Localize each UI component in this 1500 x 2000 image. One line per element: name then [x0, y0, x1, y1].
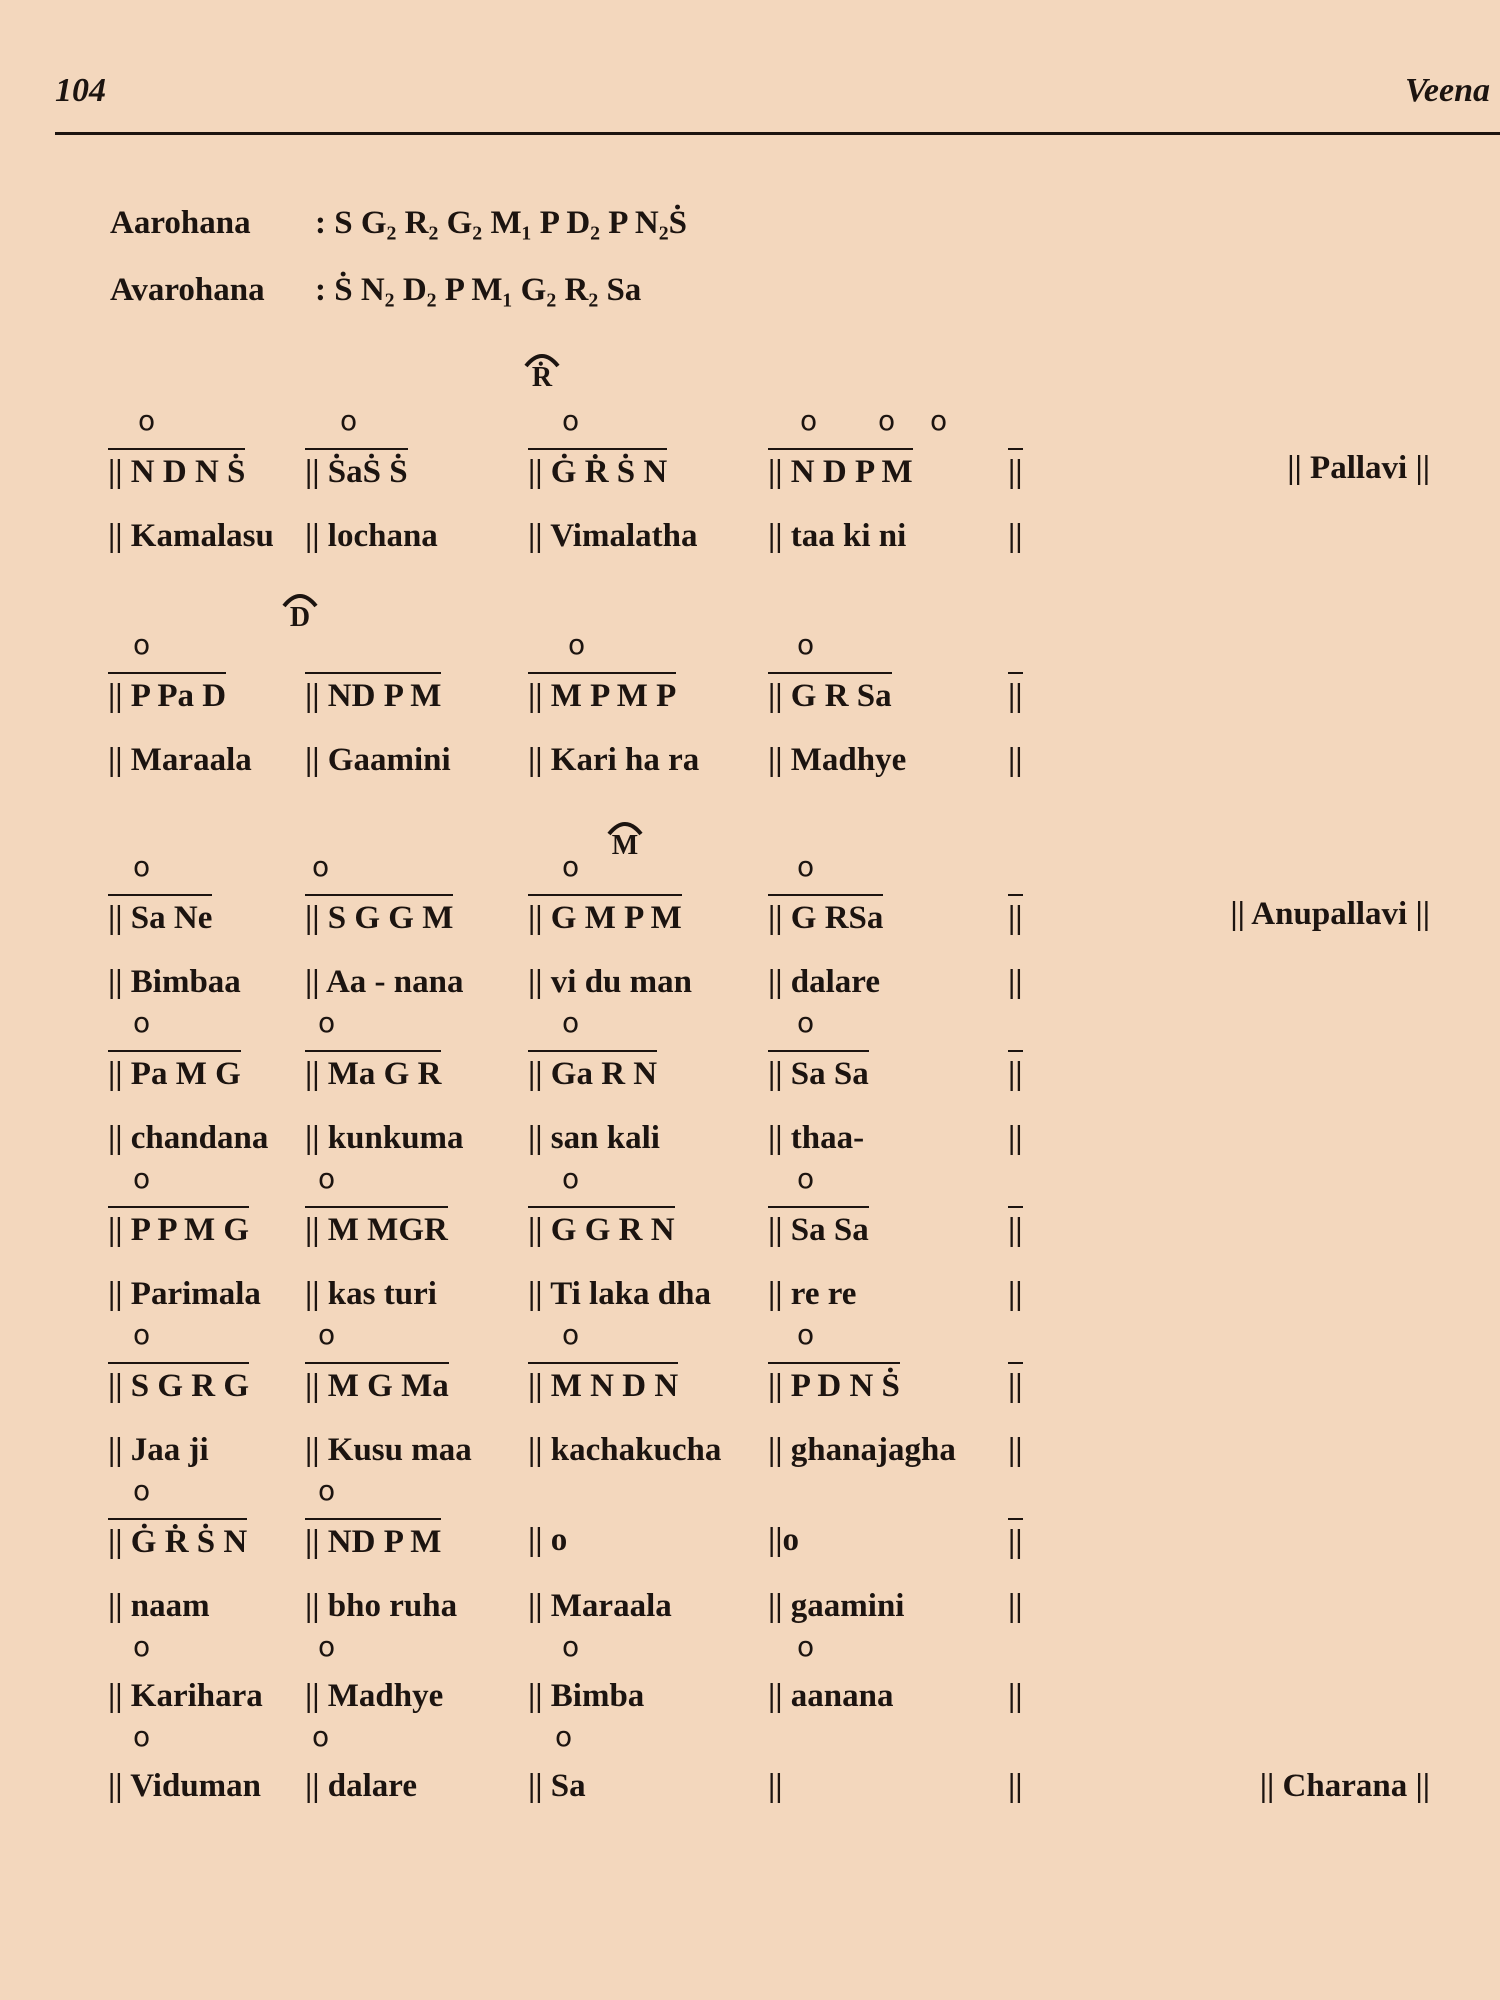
avarohana-line	[110, 272, 641, 309]
swara-cell: || Sa Sa	[768, 1206, 869, 1249]
octave-dots: o o o o	[133, 850, 815, 883]
sahitya-cell: ||	[1008, 1432, 1023, 1468]
swara-cell: || ND P M	[305, 1518, 441, 1561]
octave-dots: o o o o	[133, 1630, 815, 1663]
swara-cell: || P D N Ṡ	[768, 1362, 900, 1405]
octave-dots: o o o o	[133, 1318, 815, 1351]
swara-cell: || M P M P	[528, 672, 676, 715]
sahitya-cell: || taa ki ni	[768, 518, 907, 554]
sahitya-cell: || Kari ha ra	[528, 742, 700, 778]
swara-row	[0, 1362, 1500, 1410]
sahitya-cell: ||	[768, 1768, 783, 1804]
sahitya-row	[0, 1428, 1500, 1476]
swara-cell: || Sa Sa	[768, 1050, 869, 1093]
swara-cell: ||	[1008, 1050, 1023, 1093]
sahitya-cell: || Vimalatha	[528, 518, 698, 554]
octave-dots: o o o o o o	[138, 404, 948, 437]
swara-cell: || M G Ma	[305, 1362, 449, 1405]
header-rule	[55, 132, 1500, 135]
sahitya-cell: || Ti laka dha	[528, 1276, 711, 1312]
sahitya-cell: || vi du man	[528, 964, 693, 1000]
swara-row	[0, 672, 1500, 720]
sahitya-cell: || Maraala	[108, 742, 252, 778]
sahitya-cell: ||	[1008, 1276, 1023, 1312]
sahitya-row	[0, 960, 1500, 1008]
swara-cell: || G R Sa	[768, 672, 892, 715]
swara-cell: ||	[1008, 894, 1023, 937]
swara-cell: || ṠaṠ Ṡ	[305, 448, 408, 491]
sahitya-cell: || Kamalasu	[108, 518, 274, 554]
sahitya-cell: || kachakucha	[528, 1432, 722, 1468]
swara-cell: || G G R N	[528, 1206, 675, 1249]
swara-cell: || Ma G R	[305, 1050, 441, 1093]
sahitya-cell: || thaa-	[768, 1120, 865, 1156]
sahitya-cell: || Viduman	[108, 1768, 262, 1804]
swara-cell: || Ġ Ṙ Ṡ N	[528, 448, 667, 491]
sahitya-cell: || chandana	[108, 1120, 269, 1156]
section-label-pallavi: || Pallavi ||	[1287, 450, 1430, 486]
sahitya-cell: || san kali	[528, 1120, 660, 1156]
sahitya-row	[0, 738, 1500, 786]
sahitya-cell: || lochana	[305, 518, 438, 554]
swara-cell: || Ga R N	[528, 1050, 657, 1093]
swara-cell: || N D N Ṡ	[108, 448, 245, 491]
aarohana-value: : S G₂ R₂ G₂ M₁ P D₂ P N₂Ṡ	[315, 205, 687, 241]
sahitya-cell: || Parimala	[108, 1276, 261, 1312]
octave-dots: o o o o	[133, 1162, 815, 1195]
sahitya-cell: ||	[1008, 1768, 1023, 1804]
sahitya-cell: || Maraala	[528, 1588, 672, 1624]
sahitya-cell: || aanana	[768, 1678, 894, 1714]
swara-cell: || ND P M	[305, 672, 441, 715]
swara-row	[0, 1050, 1500, 1098]
sahitya-cell: ||	[1008, 1120, 1023, 1156]
swara-cell: ||	[1008, 1206, 1023, 1249]
swara-cell: || P Pa D	[108, 672, 226, 715]
swara-cell: || M MGR	[305, 1206, 448, 1249]
sahitya-cell: ||	[1008, 518, 1023, 554]
gamaka-note: Ṙ	[531, 362, 553, 393]
sahitya-cell: || Jaa ji	[108, 1432, 209, 1468]
octave-dots: o o o	[133, 628, 815, 661]
sahitya-cell: || Karihara	[108, 1678, 263, 1714]
page-number: 104	[55, 72, 106, 109]
sahitya-cell: || Madhye	[768, 742, 907, 778]
sahitya-cell: || Aa - nana	[305, 964, 464, 1000]
swara-cell: || Ġ Ṙ Ṡ N	[108, 1518, 247, 1561]
swara-cell: ||	[1008, 448, 1023, 491]
sahitya-cell: || kas turi	[305, 1276, 437, 1312]
gamaka-mark	[522, 362, 562, 402]
sahitya-cell: || dalare	[305, 1768, 418, 1804]
sahitya-cell: ||	[1008, 742, 1023, 778]
swara-cell: || N D P M	[768, 448, 913, 491]
octave-dots: o o	[133, 1474, 336, 1507]
swara-row	[0, 1206, 1500, 1254]
sahitya-cell: || re re	[768, 1276, 857, 1312]
swara-cell: ||	[1008, 672, 1023, 715]
sahitya-row	[0, 1272, 1500, 1320]
gamaka-note: D	[289, 602, 311, 633]
octave-dots: o o o	[133, 1720, 573, 1753]
swara-cell: || G RSa	[768, 894, 883, 937]
section-label-charana: || Charana ||	[1259, 1768, 1430, 1804]
swara-cell: || M N D N	[528, 1362, 678, 1405]
sahitya-cell: || dalare	[768, 964, 881, 1000]
sahitya-cell: || bho ruha	[305, 1588, 458, 1624]
sahitya-row	[0, 514, 1500, 562]
swara-row	[0, 1518, 1500, 1566]
avarohana-value: : Ṡ N₂ D₂ P M₁ G₂ R₂ Sa	[315, 272, 642, 308]
sahitya-row	[0, 1116, 1500, 1164]
swara-cell: || Sa Ne	[108, 894, 212, 937]
swara-cell: ||o	[768, 1522, 800, 1558]
sahitya-cell: || Gaamini	[305, 742, 451, 778]
running-title: Veena	[1405, 72, 1490, 109]
sahitya-cell: || naam	[108, 1588, 210, 1624]
sahitya-cell: ||	[1008, 964, 1023, 1000]
swara-cell: || G M P M	[528, 894, 682, 937]
sahitya-cell: || gaamini	[768, 1588, 905, 1624]
swara-cell: || P P M G	[108, 1206, 249, 1249]
sahitya-cell: || Sa	[528, 1768, 586, 1804]
sahitya-cell: ||	[1008, 1678, 1023, 1714]
aarohana-label: Aarohana	[110, 205, 251, 241]
sahitya-cell: ||	[1008, 1588, 1023, 1624]
swara-cell: ||	[1008, 1518, 1023, 1561]
swara-cell: || o	[528, 1522, 568, 1558]
section-label-anupallavi: || Anupallavi ||	[1230, 896, 1430, 932]
aarohana-line	[110, 205, 687, 242]
avarohana-label: Avarohana	[110, 272, 265, 308]
sahitya-cell: || Kusu maa	[305, 1432, 472, 1468]
swara-cell: || S G G M	[305, 894, 453, 937]
gamaka-note: M	[611, 830, 639, 861]
sahitya-row	[0, 1584, 1500, 1632]
sahitya-cell: || Madhye	[305, 1678, 444, 1714]
swara-cell: ||	[1008, 1362, 1023, 1405]
sahitya-row	[0, 1674, 1500, 1722]
sahitya-cell: || ghanajagha	[768, 1432, 956, 1468]
sahitya-cell: || kunkuma	[305, 1120, 464, 1156]
swara-row	[0, 448, 1500, 496]
sahitya-cell: || Bimba	[528, 1678, 645, 1714]
swara-cell: || Pa M G	[108, 1050, 241, 1093]
swara-cell: || S G R G	[108, 1362, 249, 1405]
octave-dots: o o o o	[133, 1006, 815, 1039]
sahitya-cell: || Bimbaa	[108, 964, 241, 1000]
